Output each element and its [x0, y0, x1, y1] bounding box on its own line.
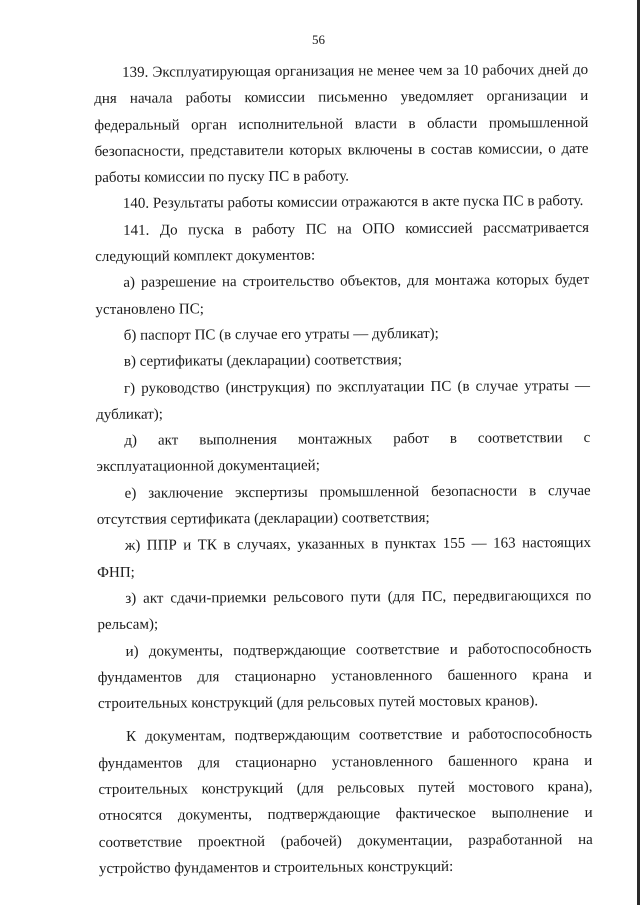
paragraph-139: 139. Эксплуатирующая организация не менее чем за 10 рабочих дней до дня начала работы комиссии письменно уведомляет организации и федеральный орган исполнительной власти в области промышленной безопасности, представители которых включены в состав комиссии, о дате работы комиссии по пуску ПС в работу.: [94, 61, 589, 187]
paragraph-140: 140. Результаты работы комиссии отражаются в акте пуска ПС в работу.: [122, 193, 584, 213]
list-item-i: и) документы, подтверждающие соответствие и работоспособность фундаментов для стационарно установленного башенного крана и строительных конструкций (для рельсовых путей мостовых кранов).: [97, 640, 592, 713]
body-text: [94, 57, 593, 882]
paragraph-141: 141. До пуска в работу ПС на ОПО комиссией рассматривается следующий комплект документов:: [95, 219, 590, 266]
list-item-v: в) сертификаты (декларации) соответствия;: [123, 352, 403, 371]
list-item-g: г) руководство (инструкция) по эксплуатации ПС (в случае утраты — дубликат);: [96, 377, 591, 423]
list-item-e: е) заключение экспертизы промышленной безопасности в случае отсутствия сертификата (декларации) соответствия;: [96, 482, 591, 529]
paragraph-documents: К документам, подтверждающим соответствие и работоспособность фундаментов для стационарно установленного башенного крана и строительных конструкций (для рельсовых путей мостового крана), относятся документы, подтверждающие фактическое выполнение и соответствие проектной (рабочей) документации, разработанной на устройство фундаментов и строительных конструкций:: [98, 726, 593, 877]
list-item-d: д) акт выполнения монтажных работ в соответствии с эксплуатационной документацией;: [96, 430, 591, 476]
list-item-z: з) акт сдачи-приемки рельсового пути (для ПС, передвигающихся по рельсам);: [97, 587, 592, 634]
list-item-a: а) разрешение на строительство объектов, для монтажа которых будет установлено ПС;: [95, 272, 590, 318]
list-item-zh: ж) ППР и ТК в случаях, указанных в пунктах 155 — 163 настоящих ФНП;: [97, 535, 592, 581]
list-item-b: б) паспорт ПС (в случае его утраты — дубликат);: [123, 325, 439, 344]
page-number: 56: [312, 32, 325, 47]
